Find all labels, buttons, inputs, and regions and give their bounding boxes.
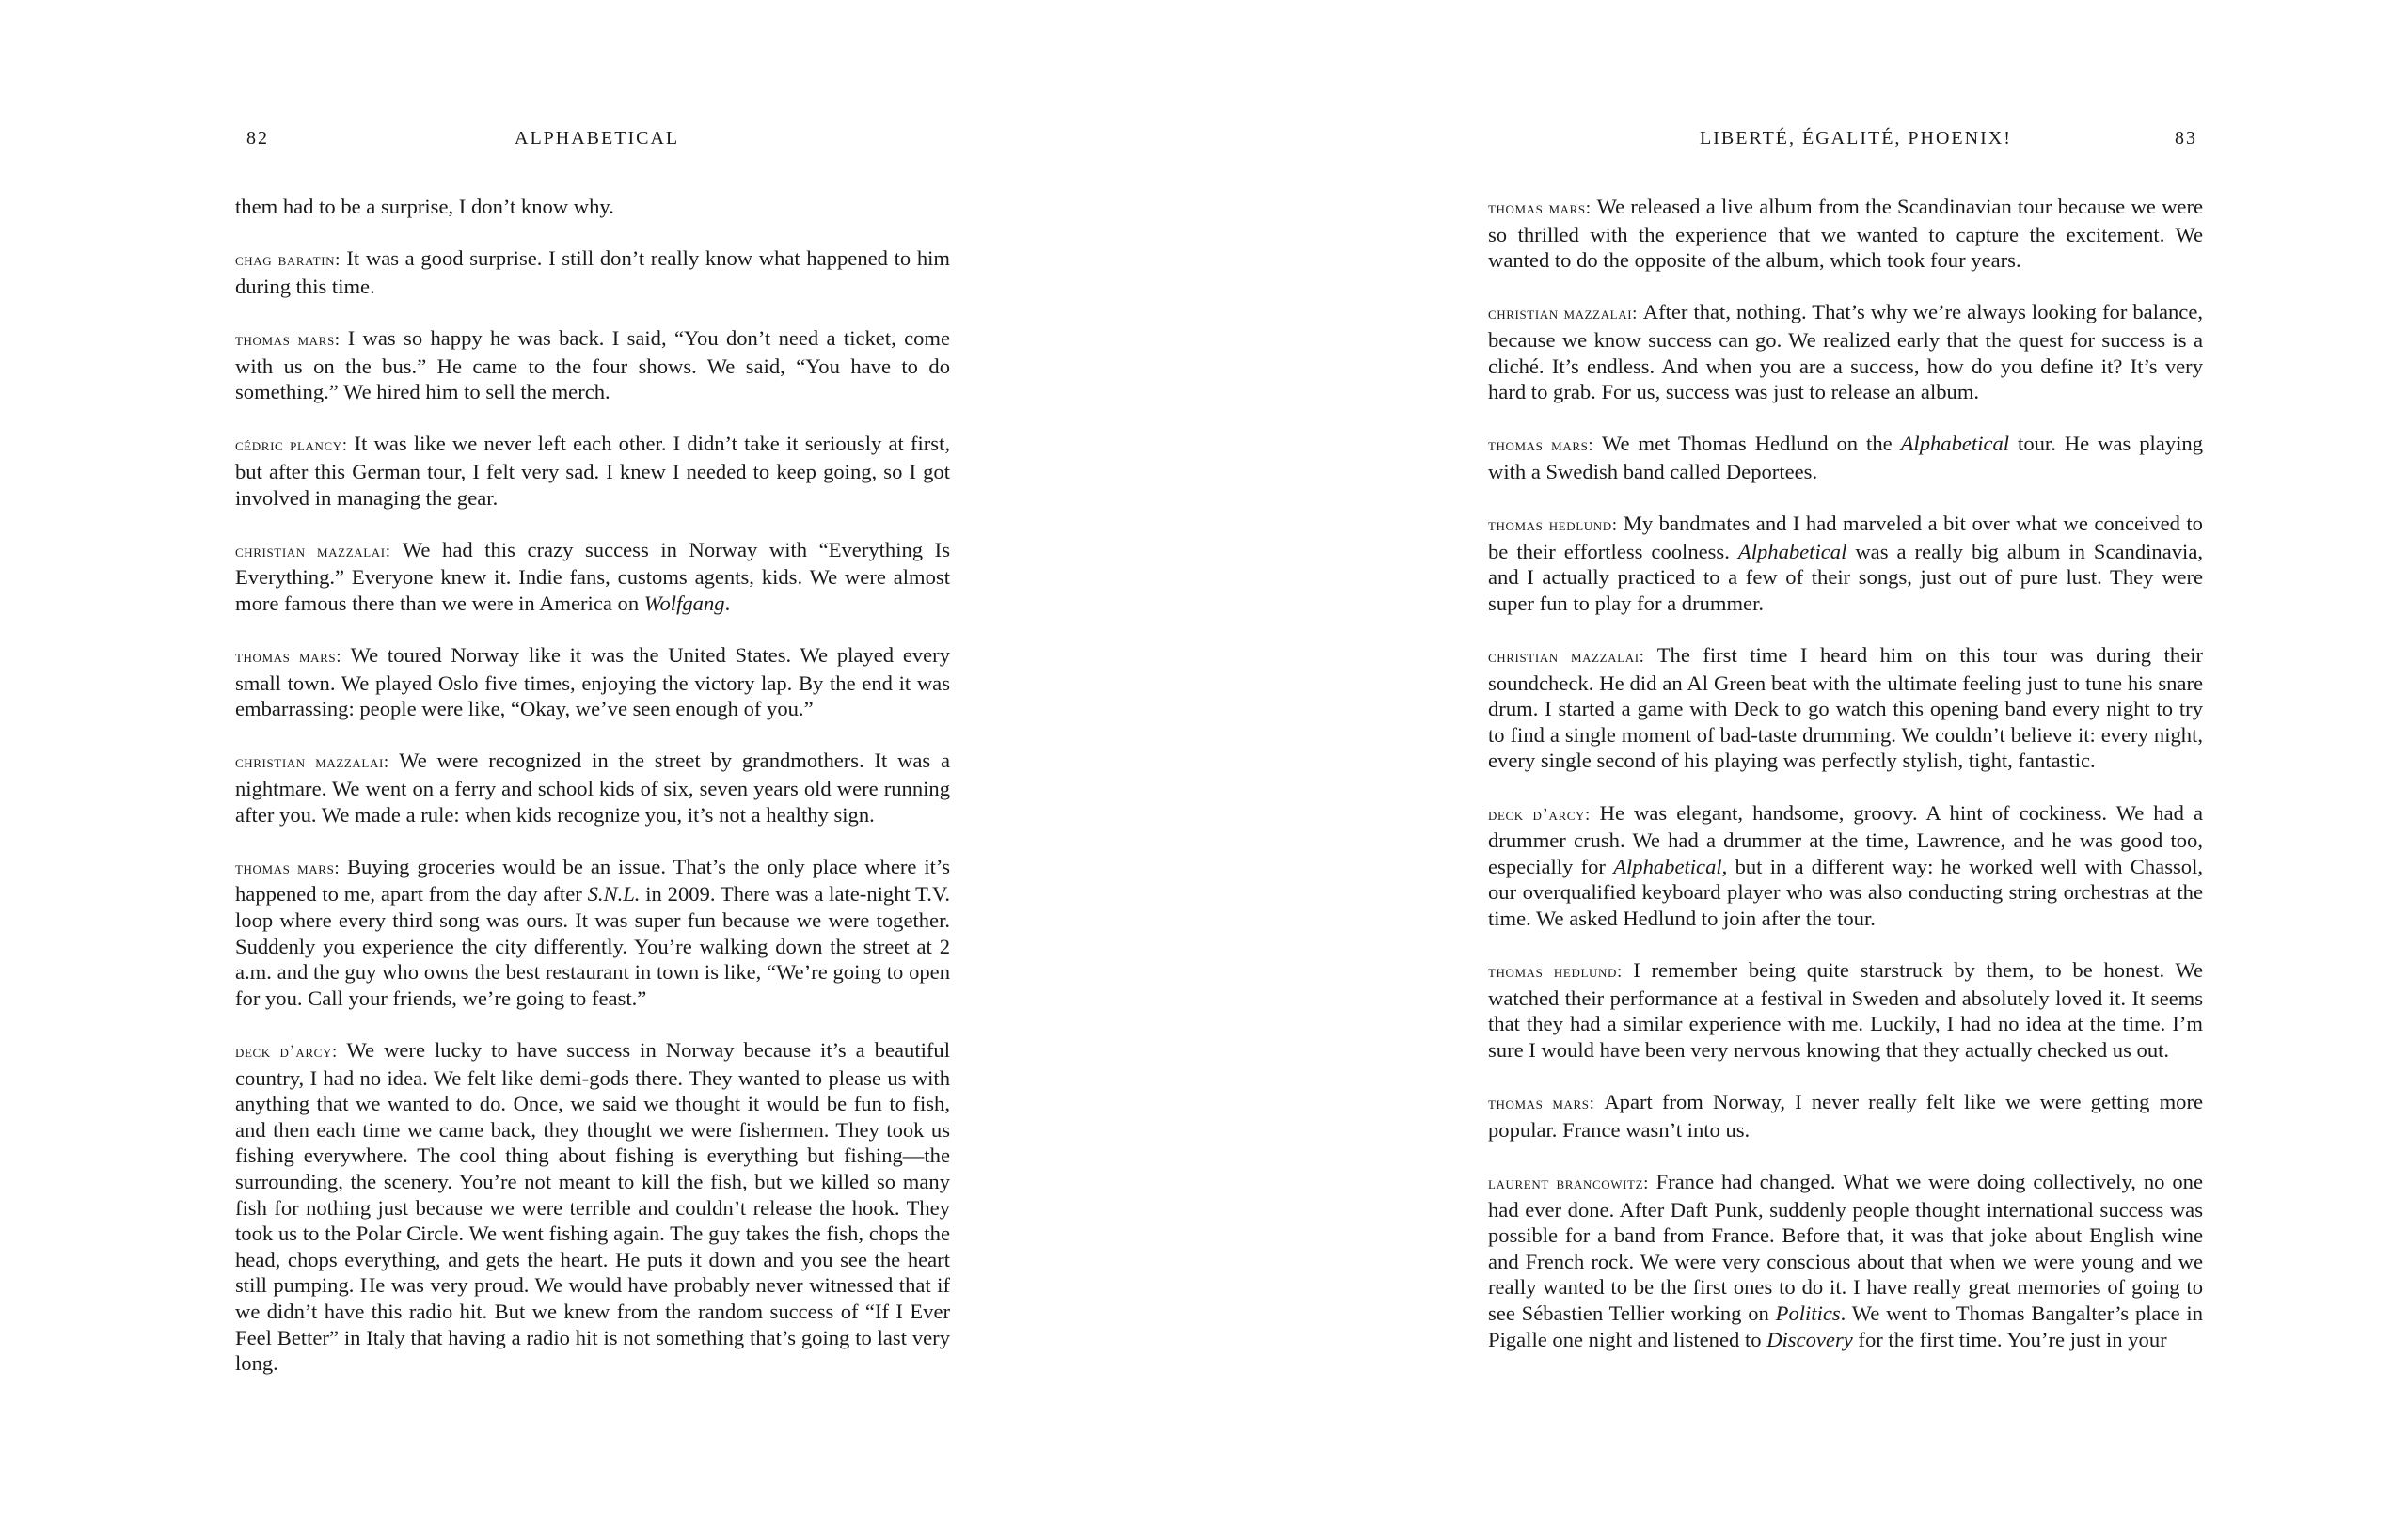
right-page [1488, 0, 2203, 1514]
speaker-name: deck d’arcy : [1488, 805, 1600, 825]
paragraph-text: , but in a different way: he worked well with Chassol, our overqualified keyboard player who was also conducting string orchestras at the time. We asked Hedlund to join after the tour. [1488, 854, 2203, 931]
paragraph-text: . We went to Thomas Bangalter’s place in Pigalle one night and listened to [1488, 1301, 2203, 1351]
paragraph-text: for the first time. You’re just in your [1852, 1327, 2167, 1351]
interview-paragraph [1488, 642, 2203, 774]
paragraph-text: We were recognized in the street by grandmothers. It was a nightmare. We went on a ferry and school kids of six, seven years old were running after you. We made a rule: when kids recognize you, it’s not a healthy sign. [235, 749, 951, 827]
interview-paragraph [1488, 299, 2203, 404]
italic-title: Alphabetical [1900, 432, 2010, 456]
interview-paragraph [1488, 1169, 2203, 1352]
speaker-name: thomas mars : [1488, 1094, 1604, 1113]
paragraph-text: We toured Norway like it was the United States. We played every small town. We played Oslo five times, enjoying the victory lap. By the end it was embarrassing: people were like, “Okay, we’ve seen enough of you.” [235, 643, 951, 721]
interview-paragraph [235, 642, 950, 722]
italic-title: Discovery [1766, 1327, 1853, 1351]
paragraph-text: I was so happy he was back. I said, “You don’t need a ticket, come with us on the bus.” He came to the four shows. We said, “You have to do something.” We hired him to sell the merch. [235, 325, 951, 404]
page-body [235, 194, 950, 1377]
interview-paragraph [235, 431, 950, 511]
paragraph-text: Apart from Norway, I never really felt like we were getting more popular. France wasn’t into us. [1488, 1090, 2203, 1142]
speaker-name: thomas hedlund : [1488, 515, 1624, 535]
interview-paragraph [1488, 431, 2203, 484]
speaker-name: thomas mars : [1488, 198, 1597, 218]
italic-title: Wolfgang [643, 591, 725, 615]
interview-paragraph [235, 245, 950, 299]
interview-paragraph [1488, 957, 2203, 1063]
italic-title: Alphabetical [1613, 854, 1722, 878]
speaker-name: christian mazzalai : [1488, 647, 1657, 667]
interview-paragraph [1488, 800, 2203, 932]
italic-title: S.N.L. [587, 882, 641, 907]
paragraph-text: tour. He was playing with a Swedish band called Deportees. [1488, 432, 2204, 483]
paragraph-text: My bandmates and I had marveled a bit over what we conceived to be their effortless coolness. [1488, 512, 2203, 563]
paragraph-text: It was a good surprise. I still don’t really know what happened to him during this time. [235, 246, 950, 298]
paragraph-text: He was elegant, handsome, groovy. A hint of cockiness. We had a drummer crush. We had a drummer at the time, Lawrence, and he was good too, especially for [1488, 800, 2204, 878]
speaker-name: laurent brancowitz : [1488, 1174, 1656, 1193]
running-head [1488, 128, 2203, 156]
page-number: 82 [246, 128, 269, 149]
interview-paragraph [235, 325, 950, 405]
speaker-name: thomas mars : [235, 330, 348, 350]
paragraph-text: The first time I heard him on this tour was during their soundcheck. He did an Al Green beat with the ultimate feeling just to tune his snare drum. I started a game with Deck to go watch this opening band every night to try to find a single moment of bad-taste drumming. We couldn’t believe it: every night, every single second of his playing was perfectly stylish, tight, fantastic. [1488, 643, 2203, 773]
paragraph-text: We were lucky to have success in Norway because it’s a beautiful country, I had no idea. We felt like demi-gods there. They wanted to please us with anything that we wanted to do. Once, we said we thought it would be fun to fish, and then each time we came back, they thought we were fishermen. They took us fishing everywhere. The cool thing about fishing is everything but fishing—the surrounding, the scenery. You’re not meant to kill the fish, but we killed so many fish for nothing just because we were terrible and couldn’t release the hook. They took us to the Polar Circle. We went fishing again. The guy takes the fish, chops the head, chops everything, and gets the heart. He puts it down and you see the heart still pumping. He was very proud. We would have probably never witnessed that if we didn’t have this radio hit. But we knew from the random success of “If I Ever Feel Better” in Italy that having a radio hit is not something that’s going to last very long. [235, 1038, 951, 1376]
paragraph-text: We had this crazy success in Norway with “Everything Is Everything.” Everyone knew it. Indie fans, customs agents, kids. We were almost more famous there than we were in America on [235, 537, 951, 615]
page-body [1488, 194, 2203, 1352]
paragraph-text: After that, nothing. That’s why we’re always looking for balance, because we know success can go. We realized early that the quest for success is a cliché. It’s endless. And when you are a success, how do you define it? It’s very hard to grab. For us, success was just to release an album. [1488, 300, 2203, 404]
speaker-name: christian mazzalai : [1488, 304, 1643, 323]
paragraph-text: It was like we never left each other. I didn’t take it seriously at first, but after this German tour, I felt very sad. I knew I needed to keep going, so I got involved in managing the gear. [235, 432, 950, 510]
speaker-name: thomas hedlund : [1488, 962, 1633, 982]
running-title: LIBERTÉ, ÉGALITÉ, PHOENIX! [1700, 128, 2012, 149]
speaker-name: deck d’arcy : [235, 1042, 347, 1062]
page-number: 83 [2175, 128, 2197, 149]
interview-paragraph [1488, 194, 2203, 274]
interview-paragraph [235, 748, 950, 828]
paragraph-text: We met Thomas Hedlund on the [1601, 432, 1901, 456]
paragraph-text: France had changed. What we were doing collectively, no one had ever done. After Daft Punk, suddenly people thought international success was possible for a band from France. Before that, it was that joke about English wine and French rock. We were very conscious about that when we were young and we really wanted to be the first ones to do it. I have really great memories of going to see Sébastien Tellier working on [1488, 1169, 2203, 1325]
italic-title: Alphabetical [1737, 539, 1847, 563]
speaker-name: thomas mars : [1488, 435, 1602, 455]
paragraph-text: them had to be a surprise, I don’t know why. [235, 195, 614, 218]
speaker-name: christian mazzalai : [235, 752, 399, 772]
speaker-name: chag baratin : [235, 250, 346, 270]
interview-paragraph [1488, 511, 2203, 616]
paragraph-text: We released a live album from the Scandinavian tour because we were so thrilled with the experience that we wanted to capture the excitement. We wanted to do the opposite of the album, which took four years. [1488, 195, 2204, 273]
paragraph-text: I remember being quite starstruck by them, to be honest. We watched their performance at a festival in Sweden and absolutely loved it. It seems that they had a similar experience with me. Luckily, I had no idea at the time. I’m sure I would have been very nervous knowing that they actually checked us out. [1488, 958, 2203, 1062]
speaker-name: thomas mars : [235, 647, 351, 667]
paragraph-text: . [724, 591, 731, 615]
interview-paragraph [235, 1037, 950, 1377]
running-title: ALPHABETICAL [515, 128, 680, 149]
speaker-name: cédric plancy : [235, 435, 355, 455]
italic-title: Politics [1775, 1301, 1841, 1325]
interview-paragraph [1488, 1089, 2203, 1143]
speaker-name: thomas mars : [235, 859, 347, 878]
paragraph-text: was a really big album in Scandinavia, and I actually practiced to a few of their songs, just out of pure lust. They were super fun to play for a drummer. [1488, 539, 2204, 615]
paragraph-text: Buying groceries would be an issue. That’s the only place where it’s happened to me, apart from the day after [235, 854, 951, 907]
paragraph-text: in 2009. There was a late-night T.V. loop where every third song was ours. It was super fun because we were together. Suddenly you experience the city differently. You’re walking down the street at 2 a.m. and the guy who owns the best restaurant in town is like, “We’re going to open for you. Call your friends, we’re going to feast.” [235, 882, 950, 1010]
interview-paragraph [235, 854, 950, 1012]
interview-paragraph [235, 537, 950, 617]
running-head [235, 128, 950, 156]
speaker-name: christian mazzalai : [235, 542, 403, 561]
left-page [235, 0, 950, 1514]
interview-paragraph [235, 194, 950, 220]
